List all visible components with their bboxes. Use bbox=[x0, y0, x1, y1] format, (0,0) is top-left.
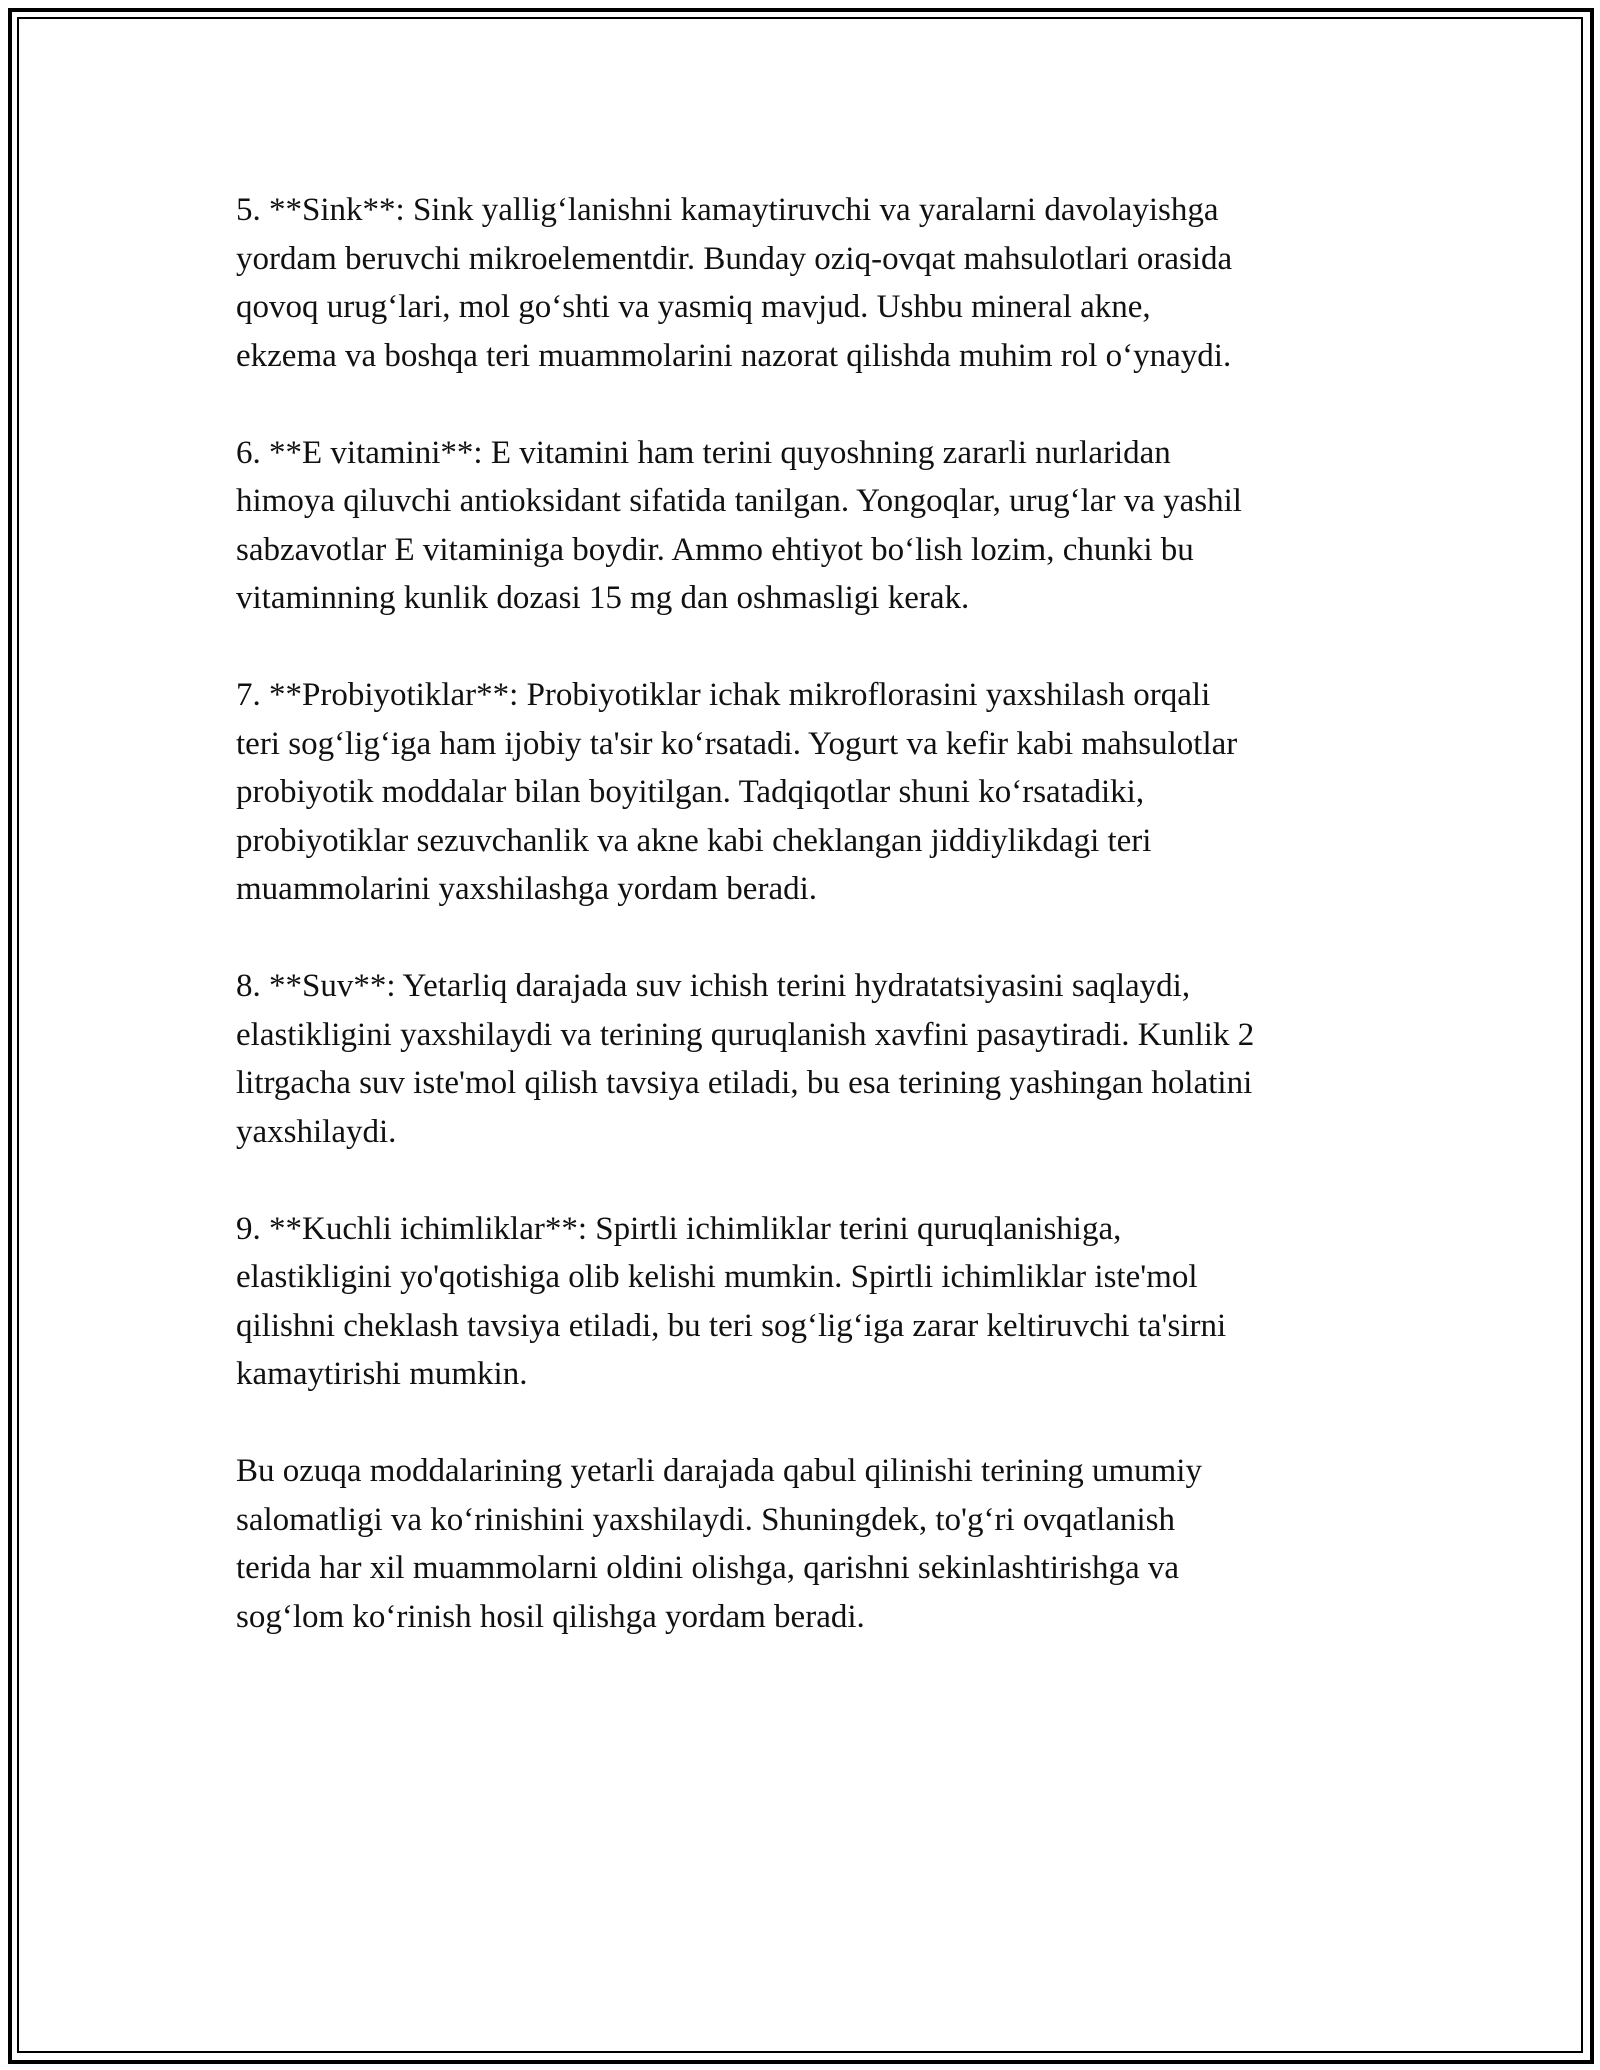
text-line: elastikligini yo'qotishiga olib kelishi mumkin. Spirtli ichimliklar iste'mol bbox=[236, 1259, 1198, 1295]
paragraph-suv bbox=[236, 962, 1376, 1156]
text-line: sabzavotlar E vitaminiga boydir. Ammo ehtiyot bo‘lish lozim, chunki bu bbox=[236, 531, 1194, 568]
text-line: teri sog‘lig‘iga ham ijobiy ta'sir ko‘rsatadi. Yogurt va kefir kabi mahsulotlar bbox=[236, 725, 1238, 762]
text-line: 7. **Probiyotiklar**: Probiyotiklar ichak mikroflorasini yaxshilash orqali bbox=[236, 677, 1211, 713]
document-body bbox=[236, 186, 1376, 1641]
text-line: kamaytirishi mumkin. bbox=[236, 1356, 528, 1392]
paragraph-probiyotiklar bbox=[236, 671, 1376, 914]
text-line: qovoq urug‘lari, mol go‘shti va yasmiq mavjud. Ushbu mineral akne, bbox=[236, 289, 1151, 325]
paragraph-kuchli-ichimliklar bbox=[236, 1205, 1376, 1399]
text-line: probiyotik moddalar bilan boyitilgan. Tadqiqotlar shuni ko‘rsatadiki, bbox=[236, 774, 1145, 810]
text-line: 6. **E vitamini**: E vitamini ham terini quyoshning zararli nurlaridan bbox=[236, 434, 1171, 471]
text-line: terida har xil muammolarni oldini olishga, qarishni sekinlashtirishga va bbox=[236, 1550, 1180, 1586]
text-line: probiyotiklar sezuvchanlik va akne kabi cheklangan jiddiylikdagi teri bbox=[236, 822, 1152, 859]
paragraph-sink bbox=[236, 186, 1376, 380]
text-line: Bu ozuqa moddalarining yetarli darajada qabul qilinishi terining umumiy bbox=[236, 1453, 1202, 1489]
text-line: qilishni cheklash tavsiya etiladi, bu teri sog‘lig‘iga zarar keltiruvchi ta'sirni bbox=[236, 1307, 1227, 1344]
text-line: yordam beruvchi mikroelementdir. Bunday oziq-ovqat mahsulotlari orasida bbox=[236, 240, 1233, 277]
paragraph-conclusion bbox=[236, 1447, 1376, 1641]
text-line: salomatligi va ko‘rinishini yaxshilaydi. Shuningdek, to'g‘ri ovqatlanish bbox=[236, 1501, 1176, 1538]
paragraph-e-vitamini bbox=[236, 429, 1376, 623]
text-line: litrgacha suv iste'mol qilish tavsiya etiladi, bu esa terining yashingan holatini bbox=[236, 1065, 1253, 1101]
text-line: 8. **Suv**: Yetarliq darajada suv ichish terini hydratatsiyasini saqlaydi, bbox=[236, 968, 1191, 1004]
text-line: vitaminning kunlik dozasi 15 mg dan oshmasligi kerak. bbox=[236, 580, 970, 616]
text-line: muammolarini yaxshilashga yordam beradi. bbox=[236, 871, 818, 907]
text-line: ekzema va boshqa teri muammolarini nazorat qilishda muhim rol o‘ynaydi. bbox=[236, 337, 1232, 374]
text-line: himoya qiluvchi antioksidant sifatida tanilgan. Yongoqlar, urug‘lar va yashil bbox=[236, 483, 1242, 519]
text-line: yaxshilaydi. bbox=[236, 1113, 397, 1150]
text-line: 9. **Kuchli ichimliklar**: Spirtli ichimliklar terini quruqlanishiga, bbox=[236, 1210, 1122, 1247]
text-line: sog‘lom ko‘rinish hosil qilishga yordam beradi. bbox=[236, 1598, 865, 1635]
text-line: elastikligini yaxshilaydi va terining quruqlanish xavfini pasaytiradi. Kunlik 2 bbox=[236, 1016, 1255, 1053]
text-line: 5. **Sink**: Sink yallig‘lanishni kamaytiruvchi va yaralarni davolayishga bbox=[236, 192, 1219, 228]
